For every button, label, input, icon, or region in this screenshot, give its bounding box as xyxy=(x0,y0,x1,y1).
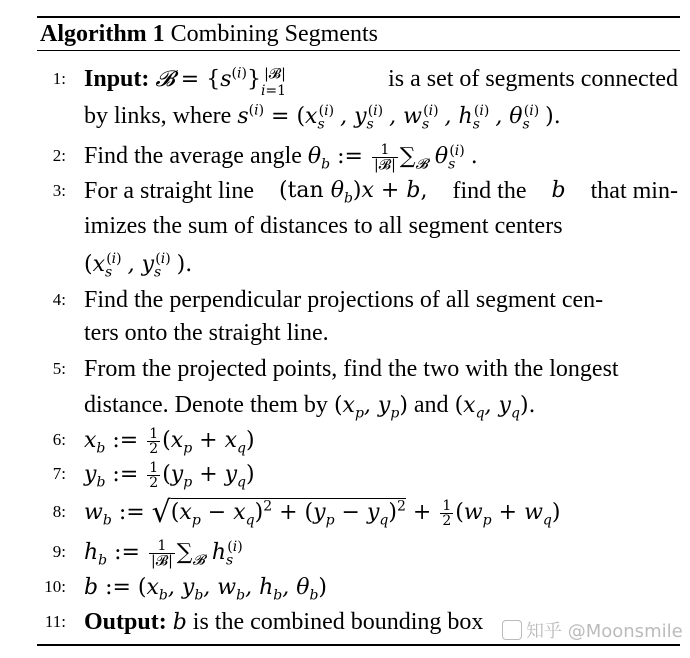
watermark xyxy=(502,617,683,643)
top-rule xyxy=(37,16,680,18)
line-11: Output: b is the combined bounding box xyxy=(84,609,484,635)
line-3-text-d: imizes the sum of distances to all segment centers xyxy=(84,213,563,239)
line-9: $h_b$ := $\frac{1}{\text{|𝓑|}}$ $\sum_𝓑$ $h_s^{(i)}$ xyxy=(84,537,243,569)
line-3-row-a xyxy=(84,176,678,206)
line-10: b := ($x_b$, $y_b$, $w_b$, $h_b$, $\theta_b$) xyxy=(84,575,327,604)
line-number-3: 3: xyxy=(52,181,66,200)
header-rule xyxy=(37,50,680,51)
segment-center-expr: ($x_s^{(i)}$ , $y_s^{(i)}$ ). xyxy=(84,250,193,281)
input-keyword: Input: xyxy=(84,66,150,92)
line-number-10: 10: xyxy=(44,577,66,596)
line-1-row-a: Input: 𝓑 = $\{s^{(i)}\}_{i=1}^{|𝓑|}$ is a set of segments connected xyxy=(84,65,678,100)
line-3-row-c xyxy=(84,249,192,280)
line-5-row-a: From the projected points, find the two with the longest xyxy=(84,356,619,382)
line-5-text-b: distance. Denote them by xyxy=(84,392,328,418)
line-3-row-b xyxy=(84,211,678,241)
avg-angle-expr: $\theta_b$ := $\frac{1}{\text{|𝓑|}}$ $\sum_𝓑$ $\theta_s^{(i)}$ . xyxy=(307,141,478,173)
line-number-11: 11: xyxy=(44,612,66,631)
output-keyword: Output: xyxy=(84,609,167,635)
algorithm-title xyxy=(40,19,378,49)
segment-def: $s^{(i)} = (x_s^{(i)}$ , $y_s^{(i)}$ , $w_s^{(i)}$ , $h_s^{(i)}$ , $\theta_s^{(i)}$ ). xyxy=(237,102,561,133)
watermark-text: 知乎 @Moonsmile xyxy=(526,621,683,642)
line-11-text: is the combined bounding box xyxy=(192,609,484,635)
line-3-text-a: For a straight line xyxy=(84,178,254,204)
line-5-text-c: and xyxy=(413,392,449,418)
zhihu-logo-icon xyxy=(502,620,522,640)
line-7: $y_b$ := $\frac{1}{2}$ $(y_p + y_q)$ xyxy=(84,459,255,491)
line-number-9: 9: xyxy=(52,542,66,561)
line-number-5: 5: xyxy=(52,359,66,378)
line-number-7: 7: xyxy=(52,464,66,483)
line-3-text-c: that min- xyxy=(590,178,678,204)
b-var: b xyxy=(551,178,566,203)
line-5-row-b xyxy=(84,390,536,421)
line-1-text-a: is a set of segments connected xyxy=(388,66,678,92)
line-3-text-b: find the xyxy=(452,178,527,204)
line-number-6: 6: xyxy=(52,430,66,449)
point-p: ($x_p$, $y_p$) xyxy=(333,393,408,422)
bottom-rule xyxy=(37,644,680,646)
line-eq: (tan $\theta_b)x + b$, xyxy=(279,178,428,207)
line-4-row-a: Find the perpendicular projections of all segment cen- xyxy=(84,287,604,313)
algorithm-name: Combining Segments xyxy=(170,21,378,47)
line-number-1: 1: xyxy=(52,69,66,88)
set-b-expr: 𝓑 xyxy=(155,67,175,92)
line-1-row-b xyxy=(84,101,561,132)
line-number-2: 2: xyxy=(52,146,66,165)
line-number-4: 4: xyxy=(52,290,66,309)
point-q: ($x_q$, $y_q$). xyxy=(454,393,536,422)
line-2-text: Find the average angle xyxy=(84,143,302,169)
line-4-row-b: ters onto the straight line. xyxy=(84,320,329,346)
line-6: $x_b$ := $\frac{1}{2}$ $(x_p + x_q)$ xyxy=(84,425,255,457)
algorithm-label: Algorithm 1 xyxy=(40,21,165,47)
line-8: $w_b$ := $√(x_p - x_q)^2 + (y_p - y_q)^2$ + $\frac{1}{2}$ $(w_p + w_q)$ xyxy=(84,495,561,530)
line-2 xyxy=(84,141,478,172)
line-1-text-b: by links, where xyxy=(84,103,232,129)
line-number-8: 8: xyxy=(52,502,66,521)
